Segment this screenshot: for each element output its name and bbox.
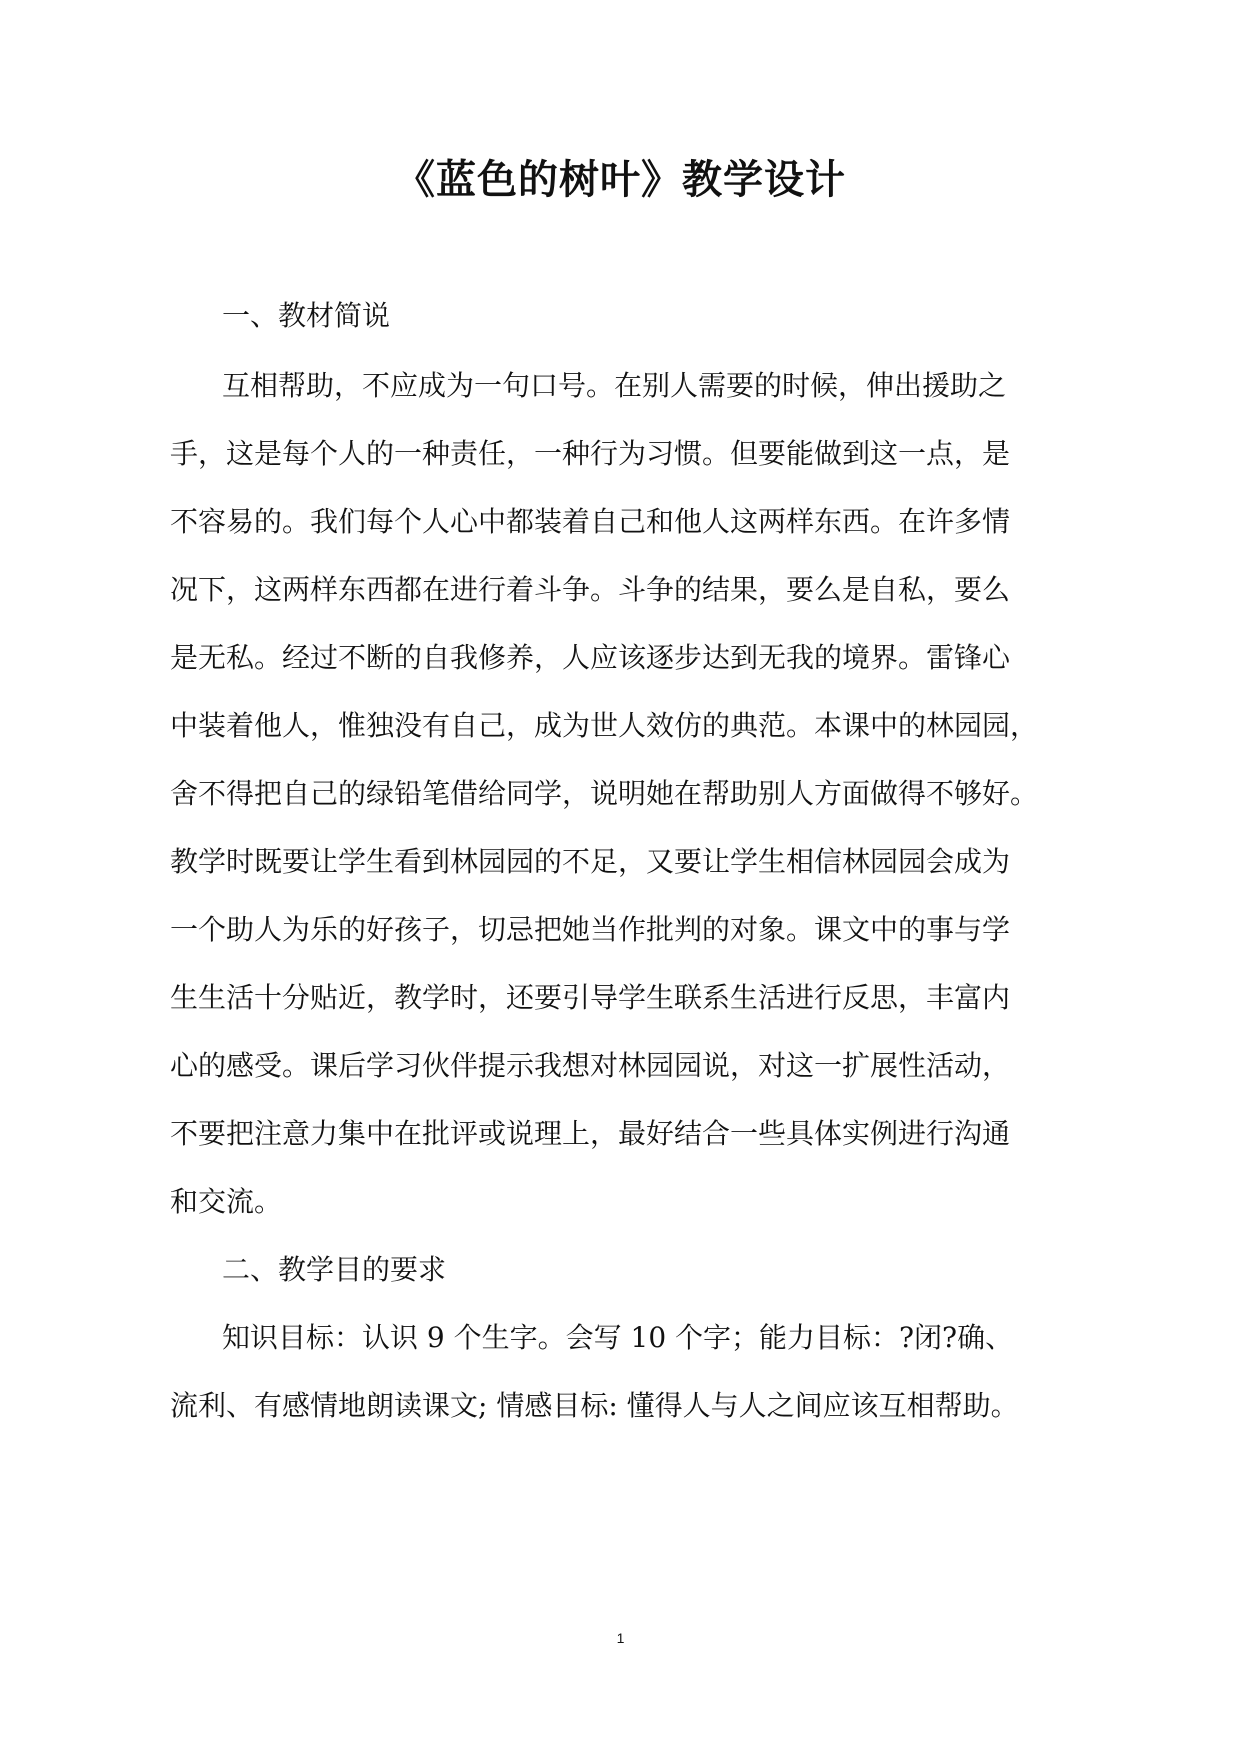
paragraph-line: 教学时既要让学生看到林园园的不足，又要让学生相信林园园会成为	[170, 845, 1011, 878]
paragraph-line: 不容易的。我们每个人心中都装着自己和他人这两样东西。在许多情	[170, 505, 1011, 538]
paragraph-line: 和交流。	[170, 1185, 283, 1218]
paragraph-line: 是无私。经过不断的自我修养，人应该逐步达到无我的境界。雷锋心	[170, 641, 1011, 674]
paragraph-line: 知识目标：认识 9 个生字。会写 10 个字；能力目标：?闭?确、	[222, 1321, 1014, 1354]
paragraph-line: 况下，这两样东西都在进行着斗争。斗争的结果，要么是自私，要么	[170, 573, 1011, 606]
paragraph-line: 不要把注意力集中在批评或说理上，最好结合一些具体实例进行沟通	[170, 1117, 1011, 1150]
section-heading: 一、教材简说	[222, 299, 391, 332]
paragraph-line: 舍不得把自己的绿铅笔借给同学，说明她在帮助别人方面做得不够好。	[170, 777, 1039, 810]
paragraph-line: 生生活十分贴近，教学时，还要引导学生联系生活进行反思，丰富内	[170, 981, 1011, 1014]
section-heading: 二、教学目的要求	[222, 1253, 447, 1286]
paragraph-line: 流利、有感情地朗读课文; 情感目标: 懂得人与人之间应该互相帮助。	[170, 1389, 1019, 1422]
document-title: 《蓝色的树叶》教学设计	[395, 156, 846, 203]
paragraph-line: 互相帮助，不应成为一句口号。在别人需要的时候，伸出援助之	[222, 369, 1007, 402]
page-number: 1	[616, 1630, 625, 1646]
paragraph-line: 中装着他人，惟独没有自己，成为世人效仿的典范。本课中的林园园，	[170, 709, 1039, 742]
paragraph-line: 手，这是每个人的一种责任，一种行为习惯。但要能做到这一点，是	[170, 437, 1011, 470]
paragraph-line: 一个助人为乐的好孩子，切忌把她当作批判的对象。课文中的事与学	[170, 913, 1011, 946]
paragraph-line: 心的感受。课后学习伙伴提示我想对林园园说，对这一扩展性活动，	[170, 1049, 1011, 1082]
